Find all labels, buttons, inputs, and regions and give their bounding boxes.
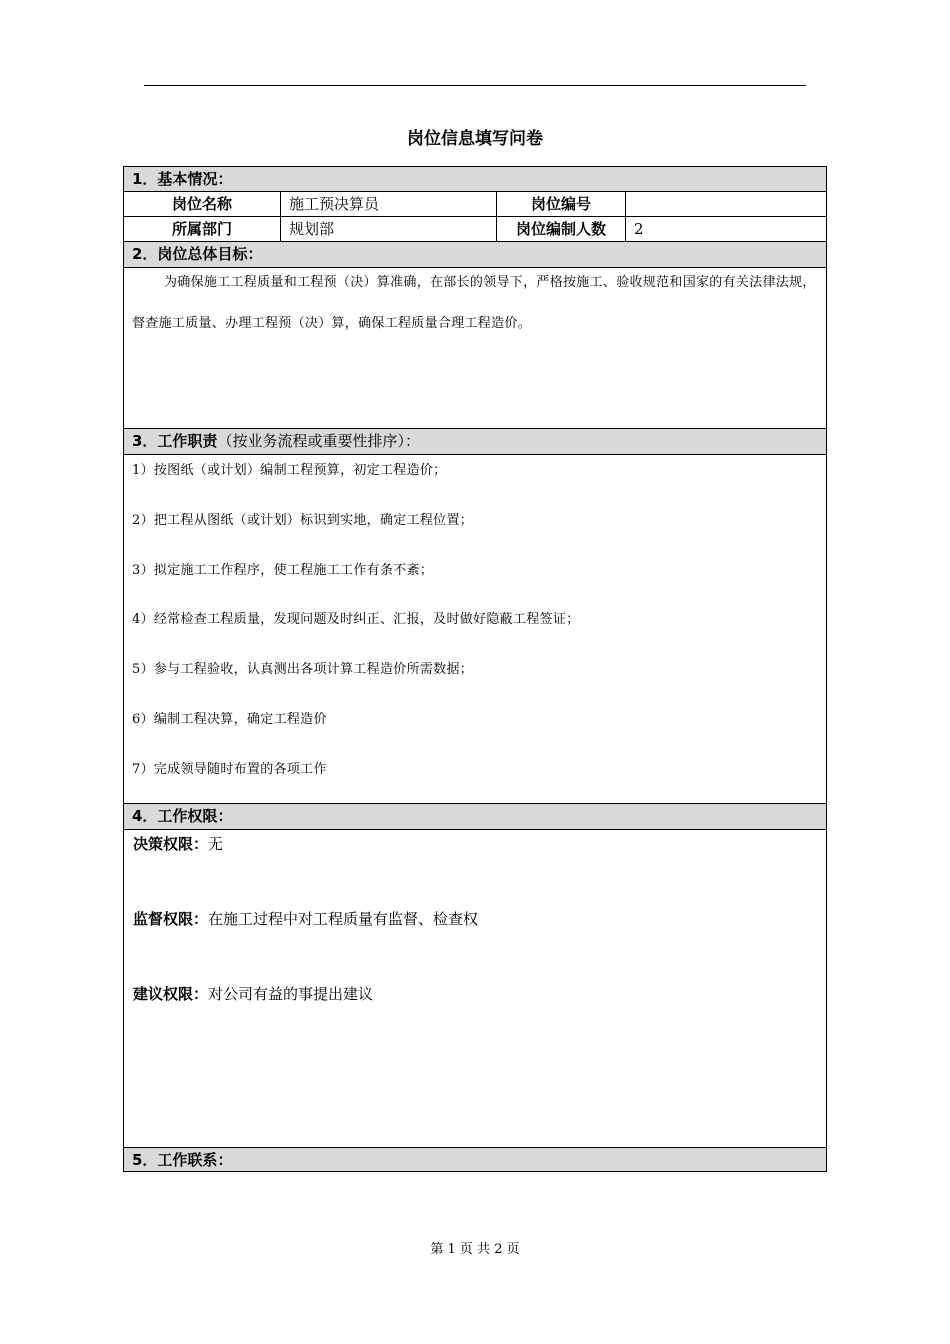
department-value: 规划部 <box>289 220 335 238</box>
basic-row-1 <box>124 192 826 217</box>
position-name-label: 岗位名称 <box>171 195 232 213</box>
suggestion-authority-value: 对公司有益的事提出建议 <box>208 985 374 1003</box>
section-authority-header <box>124 803 826 830</box>
supervision-authority-label: 监督权限： <box>133 910 209 928</box>
section-goal-title: 2．岗位总体目标： <box>132 245 263 263</box>
duty-item: 2）把工程从图纸（或计划）标识到实地，确定工程位置； <box>132 513 474 528</box>
headcount-label: 岗位编制人数 <box>515 220 606 238</box>
duty-item: 4）经常检查工程质量，发现问题及时纠正、汇报，及时做好隐蔽工程签证； <box>132 612 580 627</box>
position-code-value <box>626 192 826 216</box>
decision-authority <box>133 833 223 854</box>
duty-item: 6）编制工程决算，确定工程造价 <box>132 712 327 727</box>
basic-row-2 <box>124 217 826 242</box>
section-duties-header <box>124 428 826 455</box>
suggestion-authority <box>133 983 373 1004</box>
section-duties-note: （按业务流程或重要性排序）： <box>217 432 420 450</box>
position-name-value: 施工预决算员 <box>289 195 380 213</box>
duty-item: 1）按图纸（或计划）编制工程预算，初定工程造价； <box>132 463 447 478</box>
section-duties-title: 3．工作职责 <box>132 432 218 450</box>
supervision-authority <box>133 908 478 929</box>
section-basic-header <box>124 166 826 192</box>
section-relations-header <box>124 1147 826 1172</box>
headcount-value: 2 <box>634 220 644 238</box>
duty-item: 7）完成领导随时布置的各项工作 <box>132 762 327 777</box>
decision-authority-label: 决策权限： <box>133 835 209 853</box>
header-rule <box>144 85 806 86</box>
department-label: 所属部门 <box>171 220 232 238</box>
supervision-authority-value: 在施工过程中对工程质量有监督、检查权 <box>208 910 479 928</box>
section-relations-title: 5．工作联系： <box>132 1151 233 1169</box>
duty-item: 3）拟定施工工作程序，使工程施工工作有条不紊； <box>132 563 434 578</box>
section-authority-title: 4．工作权限： <box>132 807 233 825</box>
section-basic-title: 1．基本情况： <box>132 170 233 188</box>
goal-text: 为确保施工工程质量和工程预（决）算准确，在部长的领导下，严格按施工、验收规范和国家的有关法律法规，督查施工质量、办理工程预（决）算，确保工程质量合理工程造价。 <box>132 275 816 331</box>
page-footer: 第 1 页 共 2 页 <box>430 1242 520 1257</box>
suggestion-authority-label: 建议权限： <box>133 985 209 1003</box>
duty-item: 5）参与工程验收，认真测出各项计算工程造价所需数据； <box>132 662 474 677</box>
document-title: 岗位信息填写问卷 <box>407 129 543 149</box>
position-code-label: 岗位编号 <box>530 195 591 213</box>
decision-authority-value: 无 <box>208 835 224 853</box>
